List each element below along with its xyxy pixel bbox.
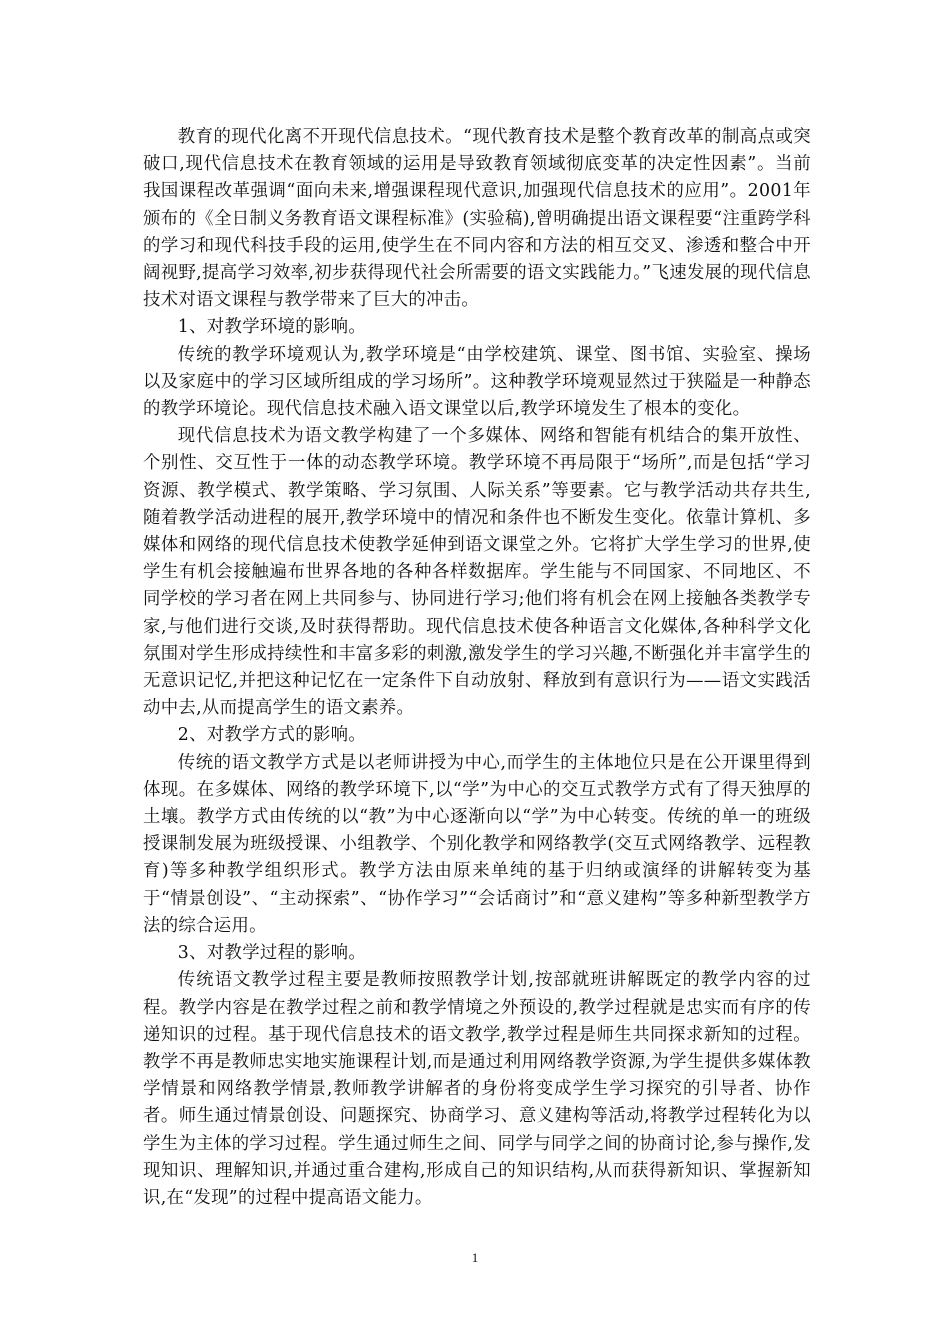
page-number: 1 — [471, 1250, 479, 1265]
paragraph-intro: 教育的现代化离不开现代信息技术。“现代教育技术是整个教育改革的制高点或突破口,现代信息技术在教育领域的运用是导致教育领域彻底变革的决定性因素”。当前我国课程改革强调“面向未来,增强课程现代意识,加强现代信息技术的应用”。2001年颁布的《全日制义务教育语文课程标准》(实验稿),曾明确提出语文课程要“注重跨学科的学习和现代科技手段的运用,使学生在不同内容和方法的相互交叉、渗透和整合中开阔视野,提高学习效率,初步获得现代社会所需要的语文实践能力。”飞速发展的现代信息技术对语文课程与教学带来了巨大的冲击。 — [143, 127, 811, 311]
paragraph-modern-environment: 现代信息技术为语文教学构建了一个多媒体、网络和智能有机结合的集开放性、个别性、交互性于一体的动态教学环境。教学环境不再局限于“场所”,而是包括“学习资源、教学模式、教学策略、学习氛围、人际关系”等要素。它与教学活动共存共生,随着教学活动进程的展开,教学环境中的情况和条件也不断发生变化。依靠计算机、多媒体和网络的现代信息技术使教学延伸到语文课堂之外。它将扩大学生学习的世界,使学生有机会接触遍布世界各地的各种各样数据库。学生能与不同国家、不同地区、不同学校的学习者在网上共同参与、协同进行学习;他们将有机会在网上接触各类教学专家,与他们进行交谈,及时获得帮助。现代信息技术使各种语言文化媒体,各种科学文化氛围对学生形成持续性和丰富多彩的刺激,激发学生的学习兴趣,不断强化并丰富学生的无意识记忆,并把这种记忆在一定条件下自动放射、释放到有意识行为——语文实践活动中去,从而提高学生的语文素养。 — [143, 426, 811, 719]
paragraph-teaching-process: 传统语文教学过程主要是教师按照教学计划,按部就班讲解既定的教学内容的过程。教学内容是在教学过程之前和教学情境之外预设的,教学过程就是忠实而有序的传递知识的过程。基于现代信息技术的语文教学,教学过程是师生共同探求新知的过程。教学不再是教师忠实地实施课程计划,而是通过利用网络教学资源,为学生提供多媒体教学情景和网络教学情景,教师教学讲解者的身份将变成学生学习探究的引导者、协作者。师生通过情景创设、问题探究、协商学习、意义建构等活动,将教学过程转化为以学生为主体的学习过程。学生通过师生之间、同学与同学之间的协商讨论,参与操作,发现知识、理解知识,并通过重合建构,形成自己的知识结构,从而获得新知识、掌握新知识,在“发现”的过程中提高语文能力。 — [143, 970, 811, 1208]
paragraph-traditional-environment: 传统的教学环境观认为,教学环境是“由学校建筑、课堂、图书馆、实验室、操场以及家庭中的学习区域所组成的学习场所”。这种教学环境观显然过于狭隘是一种静态的教学环境论。现代信息技术融入语文课堂以后,教学环境发生了根本的变化。 — [143, 344, 811, 420]
paragraph-teaching-methods: 传统的语文教学方式是以老师讲授为中心,而学生的主体地位只是在公开课里得到体现。在多媒体、网络的教学环境下,以“学”为中心的交互式教学方式有了得天独厚的土壤。教学方式由传统的以“教”为中心逐渐向以“学”为中心转变。传统的单一的班级授课制发展为班级授课、小组教学、个别化教学和网络教学(交互式网络教学、远程教育)等多种教学组织形式。教学方法由原来单纯的基于归纳或演绎的讲解转变为基于“情景创设”、“主动探索”、“协作学习”“会话商讨”和“意义建构”等多种新型教学方法的综合运用。 — [143, 752, 811, 936]
section-heading-1: 1、对教学环境的影响。 — [177, 317, 367, 338]
section-heading-2: 2、对教学方式的影响。 — [177, 725, 367, 746]
section-heading-3: 3、对教学过程的影响。 — [177, 943, 367, 964]
body-text — [143, 124, 811, 1212]
